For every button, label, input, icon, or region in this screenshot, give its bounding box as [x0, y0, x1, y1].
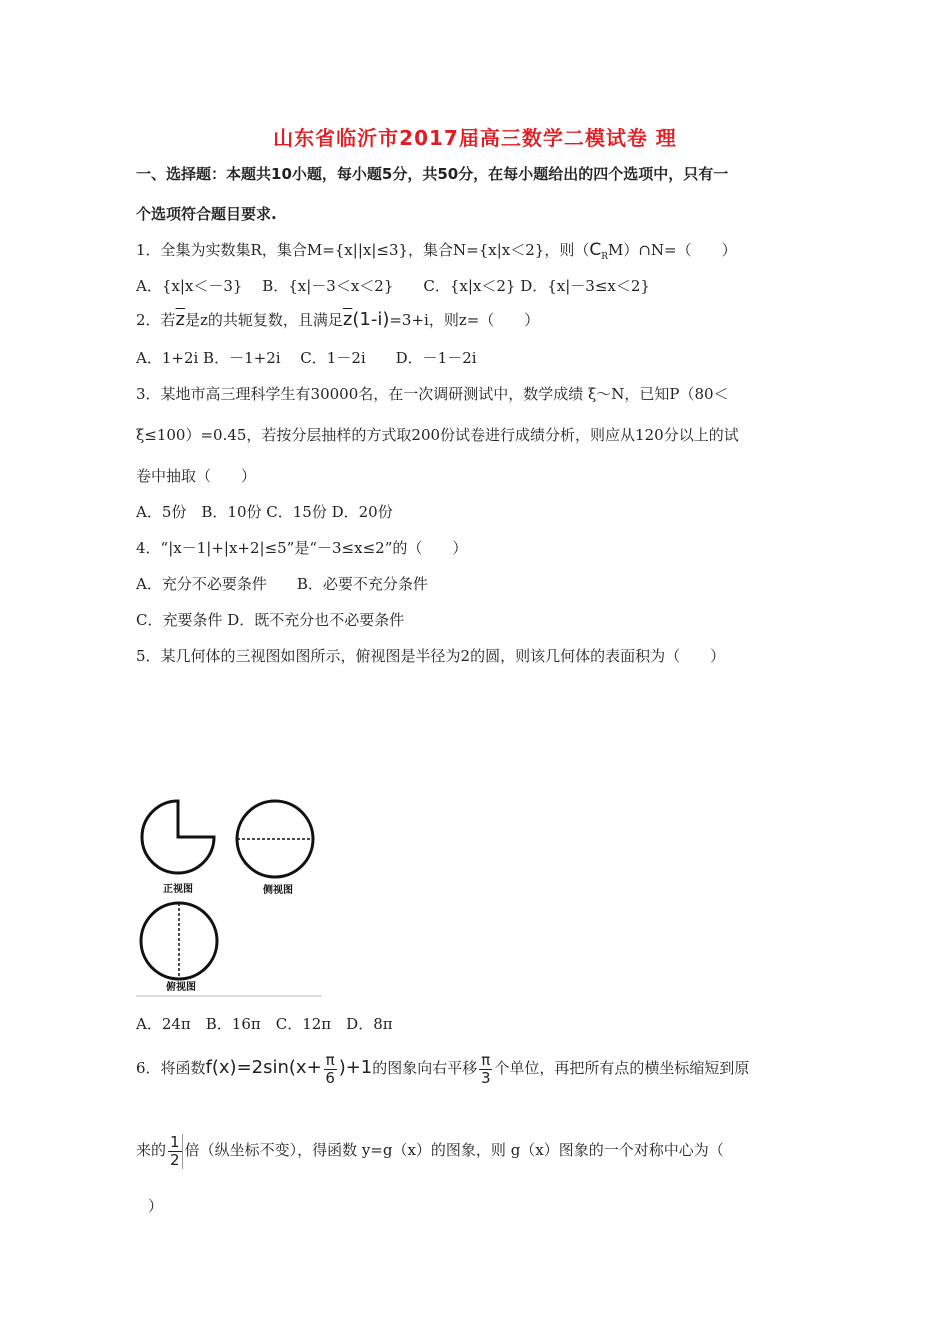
question-4-stem: 4．“|x－1|+|x+2|≤5”是“－3≤x≤2”的（ ）	[136, 539, 468, 557]
section-heading-line1: 一、选择题：本题共10小题，每小题5分，共50分，在每小题给出的四个选项中，只有一	[136, 165, 729, 183]
front-view-label: 正视图	[163, 884, 193, 895]
function-expression-tail: )+1	[338, 1057, 373, 1078]
question-1-stem-part-a: 1．全集为实数集R，集合M={x||x|≤3}，集合N={x|x＜2}，则（	[136, 241, 590, 259]
question-5-options: A．24π B．16π C．12π D．8π	[136, 1015, 393, 1033]
fraction-numerator: 1	[170, 1132, 180, 1151]
question-1-stem-part-b: M）∩N=（ ）	[608, 241, 737, 259]
question-2-post: =3+i，则z=（ ）	[389, 311, 540, 329]
question-2-options: A．1+2i B．－1+2i C．1－2i D．－1－2i	[136, 349, 477, 367]
question-6-line2-post: 倍（纵坐标不变），得函数 y=g（x）的图象，则 g（x）图象的一个对称中心为（	[184, 1141, 724, 1159]
fraction-numerator: π	[481, 1050, 491, 1069]
complement-subscript: R	[601, 252, 608, 262]
conjugate-z-expression: $\overline{z}$	[342, 309, 353, 330]
question-2-mid: 是z的共轭复数，且满足	[185, 311, 343, 329]
one-half-fraction	[168, 1134, 183, 1169]
function-expression-head: f(x)=2sin(x+	[205, 1057, 322, 1078]
fraction-denominator: 2	[170, 1150, 180, 1169]
question-6-mid: 的图象向右平移	[372, 1059, 478, 1077]
question-2-stem	[136, 310, 539, 330]
question-6-line3: ）	[148, 1197, 164, 1215]
side-view-label: 侧视图	[263, 885, 293, 896]
question-3-line1: 3．某地市高三理科学生有30000名，在一次调研测试中，数学成绩 ξ～N，已知P（80＜	[136, 385, 729, 403]
section-heading-line2: 个选项符合题目要求.	[136, 205, 277, 223]
front-view-shape	[142, 801, 214, 873]
complement-symbol: C	[589, 240, 602, 260]
question-3-line2: ξ≤100）=0.45，若按分层抽样的方式取200份试卷进行成绩分析，则应从120分以上的试	[136, 426, 739, 444]
question-1-options: A．{x|x＜－3} B．{x|－3＜x＜2} C．{x|x＜2} D．{x|－3≤x＜2}	[136, 277, 650, 295]
question-6-line1	[136, 1048, 749, 1088]
question-4-options-ab: A．充分不必要条件 B．必要不充分条件	[136, 575, 428, 593]
question-6-line2-pre: 来的	[136, 1141, 167, 1159]
question-6-post: 个单位，再把所有点的横坐标缩短到原	[494, 1059, 750, 1077]
question-6-line2	[136, 1130, 724, 1170]
pi-over-three-fraction	[479, 1052, 492, 1087]
question-3-line3: 卷中抽取（ ）	[136, 467, 257, 485]
question-5-stem: 5．某几何体的三视图如图所示，俯视图是半径为2的圆，则该几何体的表面积为（ ）	[136, 647, 726, 665]
question-2-pre: 2．若	[136, 311, 176, 329]
fraction-numerator: π	[325, 1050, 335, 1069]
document-title: 山东省临沂市2017届高三数学二模试卷 理	[273, 126, 677, 150]
three-view-figure	[136, 798, 322, 998]
pi-over-six-fraction	[324, 1052, 337, 1087]
question-1-stem	[136, 240, 737, 267]
top-view-label: 俯视图	[166, 982, 196, 993]
question-4-options-cd: C．充要条件 D．既不充分也不必要条件	[136, 611, 405, 629]
question-3-options: A．5份 B．10份 C．15份 D．20份	[136, 503, 393, 521]
fraction-denominator: 3	[481, 1068, 491, 1087]
fraction-denominator: 6	[325, 1068, 335, 1087]
conjugate-z: $\overline{z}$	[175, 309, 185, 330]
factor-expression: (1-i)	[352, 309, 390, 330]
question-6-pre: 6．将函数	[136, 1059, 206, 1077]
